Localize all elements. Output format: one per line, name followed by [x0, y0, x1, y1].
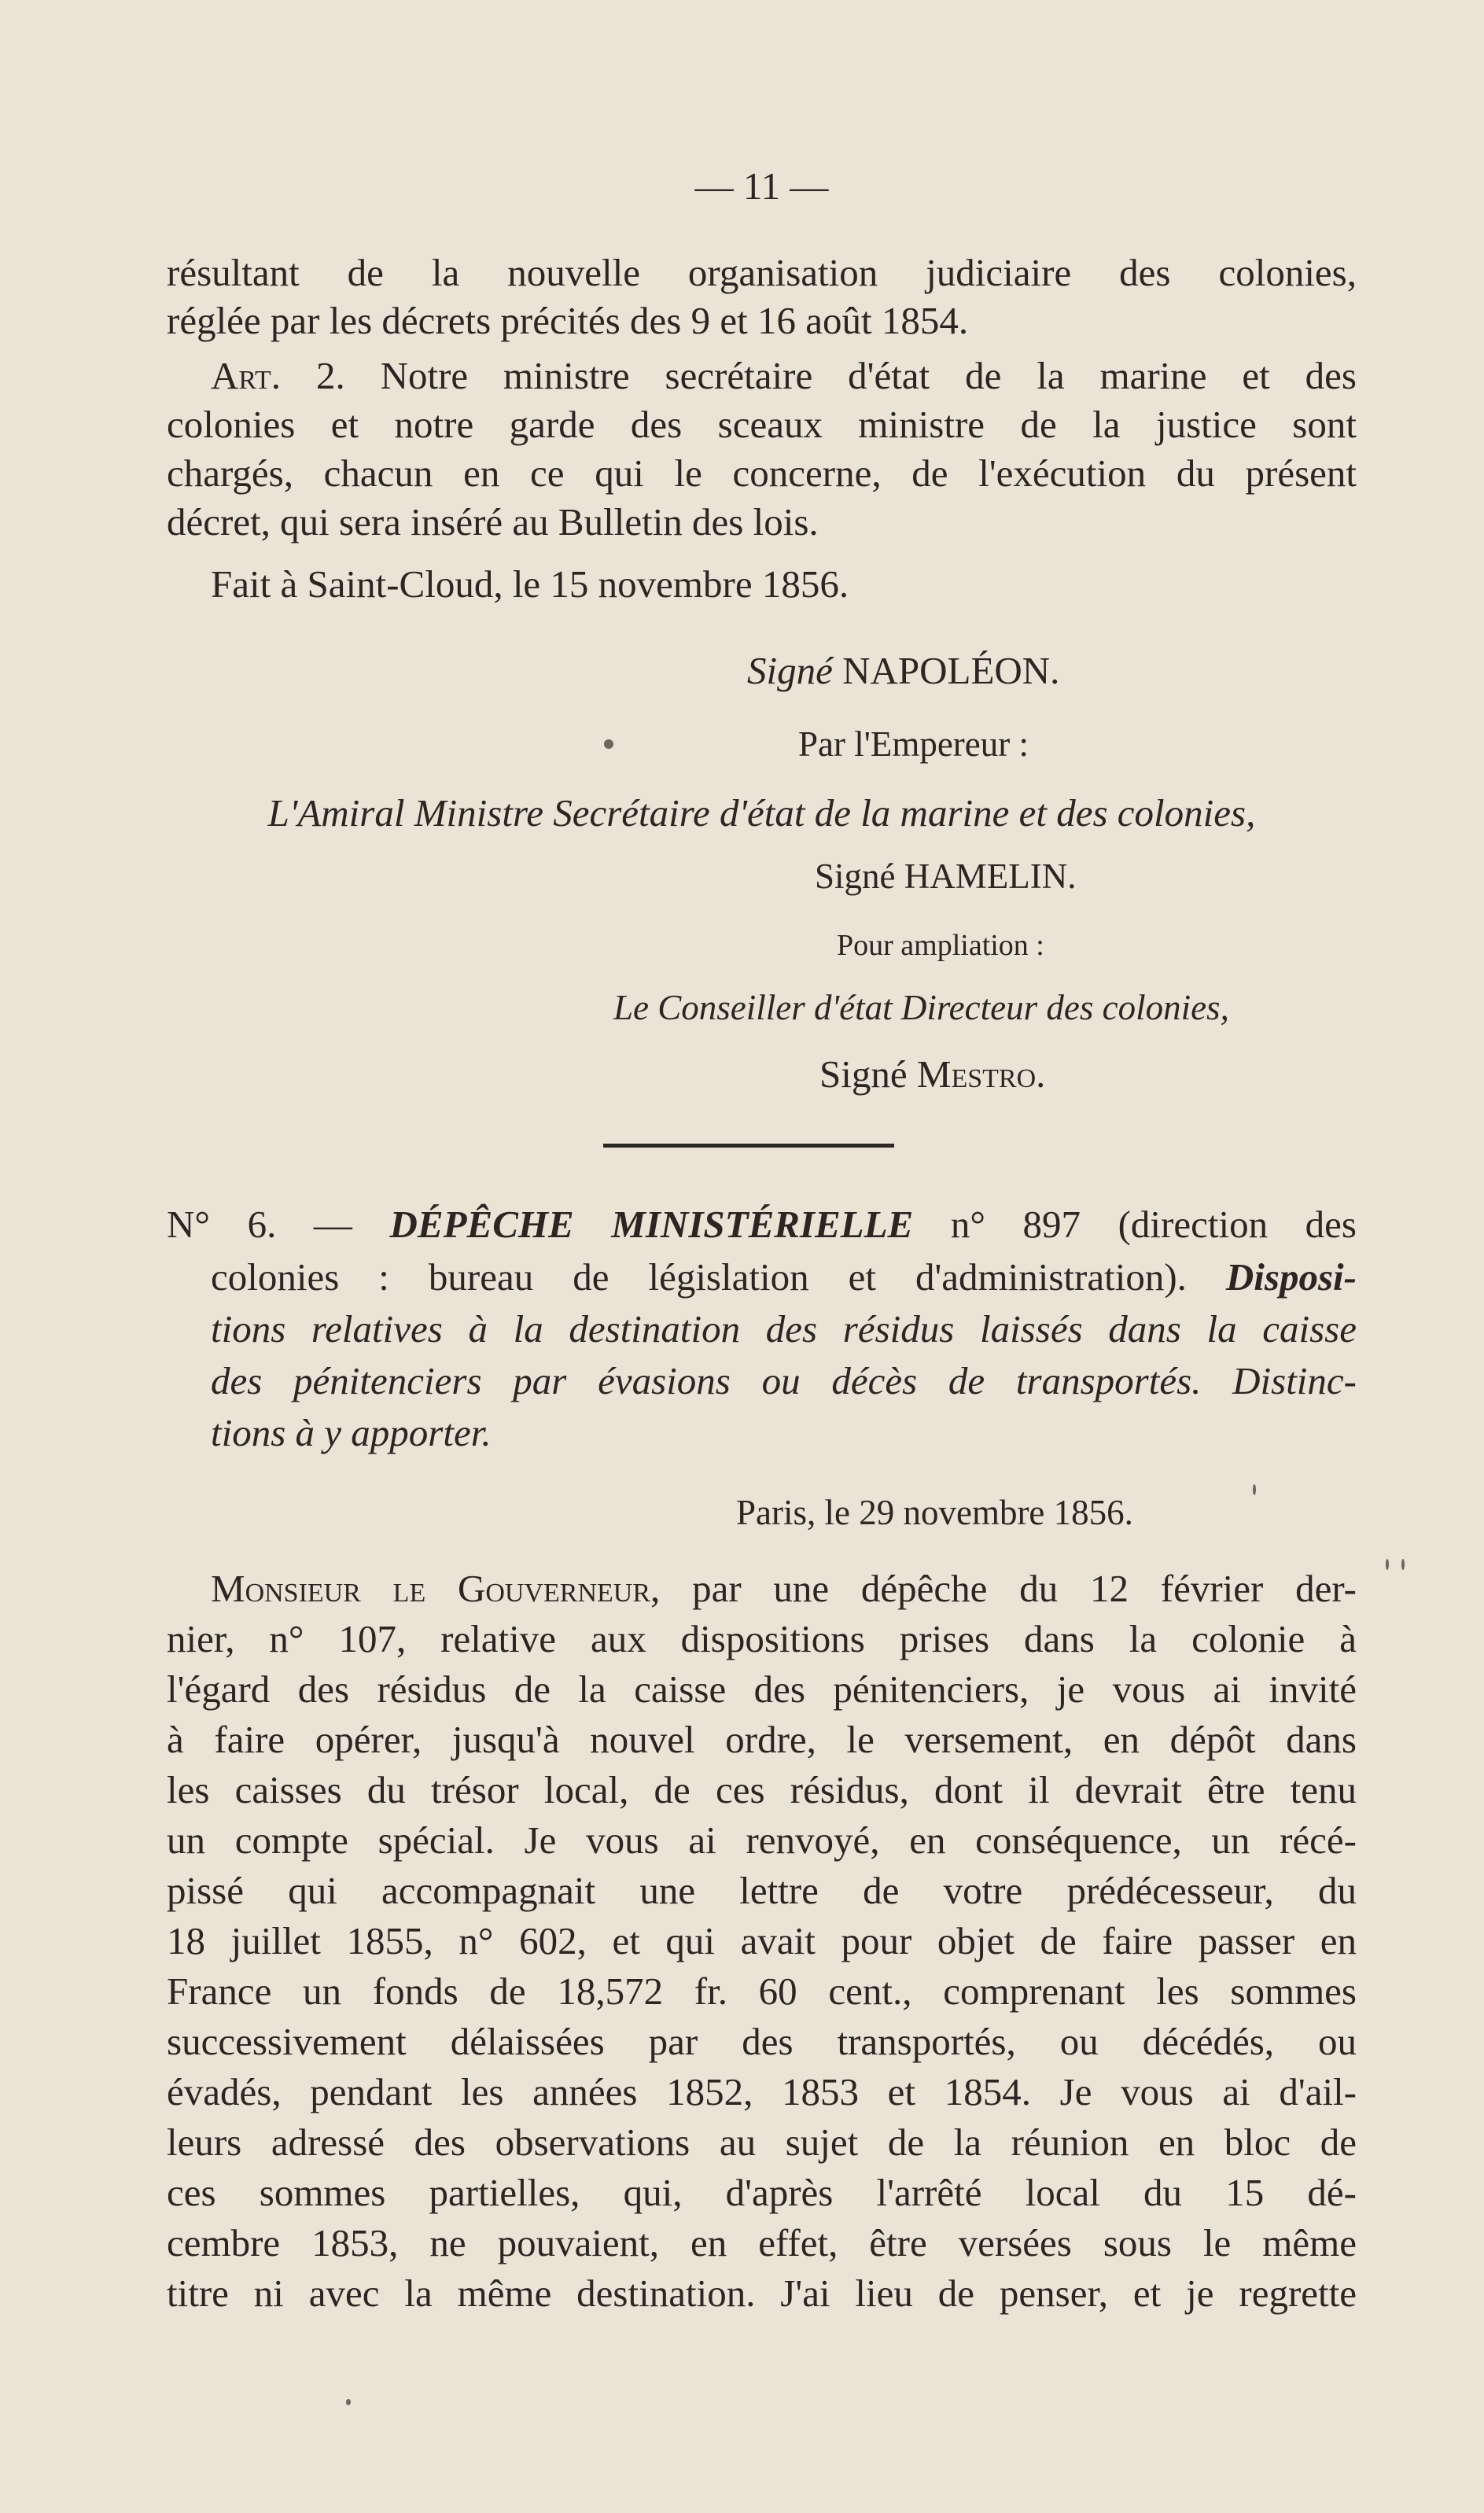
body-line: pissé qui accompagnait une lettre de votre prédécesseur, du	[167, 1869, 1357, 1912]
body-line-1	[167, 1564, 1357, 1613]
fait-line: Fait à Saint-Cloud, le 15 novembre 1856.	[211, 562, 849, 606]
salutation: Monsieur le Gouverneur,	[211, 1567, 661, 1610]
paper-speck	[1253, 1484, 1256, 1495]
section-divider	[603, 1144, 894, 1148]
body-line: cembre 1853, ne pouvaient, en effet, être versées sous le même	[167, 2221, 1357, 2264]
signatory-name-mestro: Mestro.	[916, 1052, 1046, 1096]
heading-title: DÉPÊCHE MINISTÉRIELLE	[389, 1203, 914, 1246]
heading-number: N° 6. —	[167, 1203, 390, 1246]
paper-speck	[604, 739, 613, 749]
heading-line-2	[211, 1253, 1357, 1302]
body-line: à faire opérer, jusqu'à nouvel ordre, le versement, en dépôt dans	[167, 1718, 1357, 1761]
par-empereur: Par l'Empereur :	[798, 724, 1029, 764]
body-line: 18 juillet 1855, n° 602, et qui avait pour objet de faire passer en	[167, 1919, 1357, 1962]
heading-line-4: des pénitenciers par évasions ou décès de transportés. Distinc-	[211, 1359, 1357, 1402]
article-2-line-3: chargés, chacun en ce qui le concerne, de l'exécution du présent	[167, 451, 1357, 495]
article-text: 2. Notre ministre secrétaire d'état de la marine et des	[281, 354, 1357, 397]
body-line: nier, n° 107, relative aux dispositions prises dans la colonie à	[167, 1617, 1357, 1660]
body-line: leurs adressé des observations au sujet de la réunion en bloc de	[167, 2121, 1357, 2164]
heading-line-5: tions à y apporter.	[211, 1411, 492, 1454]
page-number: — 11 —	[694, 164, 829, 208]
article-2-line-4: décret, qui sera inséré au Bulletin des lois.	[167, 500, 819, 544]
signe-label: Signé	[747, 649, 833, 692]
dateline: Paris, le 29 novembre 1856.	[736, 1493, 1133, 1532]
amiral-line: L'Amiral Ministre Secrétaire d'état de la marine et des colonies,	[267, 791, 1256, 835]
body-first-text: par une dépêche du 12 février der-	[660, 1567, 1357, 1610]
heading-line-2-text: colonies : bureau de législation et d'administration).	[211, 1255, 1187, 1299]
paper-speck	[346, 2399, 351, 2405]
paper-speck	[1386, 1559, 1389, 1570]
body-line: titre ni avec la même destination. J'ai lieu de penser, et je regrette	[167, 2272, 1357, 2315]
signe-label-mestro: Signé	[819, 1052, 917, 1096]
signatory-name: NAPOLÉON.	[842, 649, 1060, 692]
article-2-line-2: colonies et notre garde des sceaux ministre de la justice sont	[167, 403, 1357, 446]
article-label: Art.	[211, 354, 282, 397]
body-line: évadés, pendant les années 1852, 1853 et 1854. Je vous ai d'ail-	[167, 2070, 1357, 2113]
body-line: ces sommes partielles, qui, d'après l'arrêté local du 15 dé-	[167, 2171, 1357, 2214]
conseiller-line: Le Conseiller d'état Directeur des colonies,	[613, 988, 1229, 1027]
intro-line-2: réglée par les décrets précités des 9 et 16 août 1854.	[167, 299, 969, 342]
heading-line-2-italic: Disposi-	[1186, 1255, 1357, 1299]
body-line: France un fonds de 18,572 fr. 60 cent., comprenant les sommes	[167, 1969, 1357, 2013]
body-line: un compte spécial. Je vous ai renvoyé, en conséquence, un récé-	[167, 1818, 1357, 1862]
article-2-line-1	[167, 352, 1357, 400]
intro-line-1: résultant de la nouvelle organisation judiciaire des colonies,	[167, 251, 1357, 294]
paper-speck	[1401, 1559, 1405, 1570]
body-line: l'égard des résidus de la caisse des pénitenciers, je vous ai invité	[167, 1667, 1357, 1711]
signature-napoleon	[747, 647, 1219, 695]
ampliation-line: Pour ampliation :	[837, 929, 1044, 962]
body-line: successivement délaissées par des transportés, ou décédés, ou	[167, 2020, 1357, 2063]
signature-mestro	[819, 1050, 1291, 1099]
body-line: les caisses du trésor local, de ces résidus, dont il devrait être tenu	[167, 1768, 1357, 1811]
heading-line-3: tions relatives à la destination des résidus laissés dans la caisse	[211, 1307, 1357, 1350]
heading-ref: n° 897 (direction des	[913, 1203, 1357, 1246]
signature-hamelin: Signé HAMELIN.	[815, 857, 1077, 896]
heading-line-1	[167, 1200, 1357, 1249]
